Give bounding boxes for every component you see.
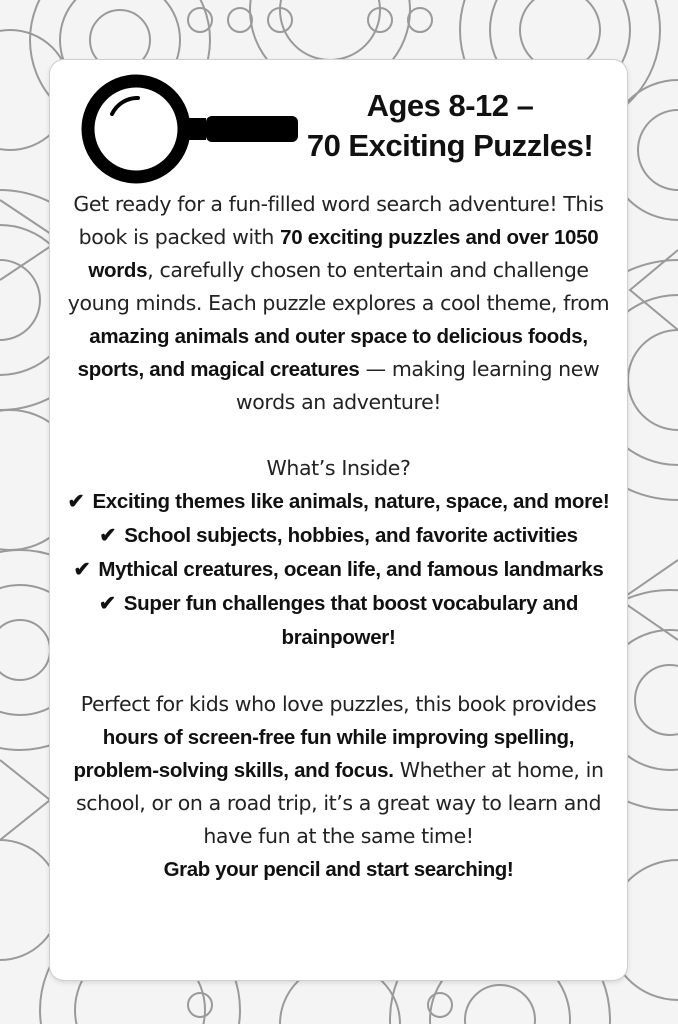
check-icon: ✔ [98,592,116,615]
perfect-text-1: Perfect for kids who love puzzles, this book provides [80,692,597,716]
intro-text-3: — making learning new words an adventure! [235,357,600,414]
feature-text: Mythical creatures, ocean life, and famous landmarks [98,558,604,581]
intro-text-2: , carefully chosen to entertain and challenge young minds. Each puzzle explores a cool theme, from [67,258,610,315]
intro-text-1: Get ready for a fun-filled word search adventure! This book is packed with [73,192,604,249]
check-icon: ✔ [67,490,85,513]
feature-item [58,553,619,587]
feature-text: School subjects, hobbies, and favorite activities [124,524,578,547]
feature-text: Super fun challenges that boost vocabulary and brainpower! [123,592,579,649]
title-line-2: 70 Exciting Puzzles! [306,128,594,163]
intro-paragraph [58,188,619,419]
feature-item [58,587,619,655]
description-card [50,60,627,980]
title-line-1: Ages 8-12 – [366,88,534,123]
perfect-text-2: Whether at home, in school, or on a road trip, it’s a great way to learn and have fun at the same time! [75,758,604,848]
closing-line: Grab your pencil and start searching! [163,858,514,881]
whats-inside-heading: What’s Inside? [266,456,411,480]
magnifying-glass-icon [78,74,308,184]
feature-item [58,519,619,553]
check-icon: ✔ [73,558,91,581]
perfect-paragraph [58,688,619,853]
description-body [58,188,619,886]
page-title [290,86,610,166]
perfect-bold-1: hours of screen-free fun while improving spelling, problem-solving skills, and focus. [73,726,575,782]
check-icon: ✔ [99,524,117,547]
feature-item [58,485,619,519]
intro-bold-1: 70 exciting puzzles and over 1050 words [88,226,599,282]
intro-bold-2: amazing animals and outer space to delicious foods, sports, and magical creatures [77,325,588,381]
feature-text: Exciting themes like animals, nature, space, and more! [92,490,610,513]
